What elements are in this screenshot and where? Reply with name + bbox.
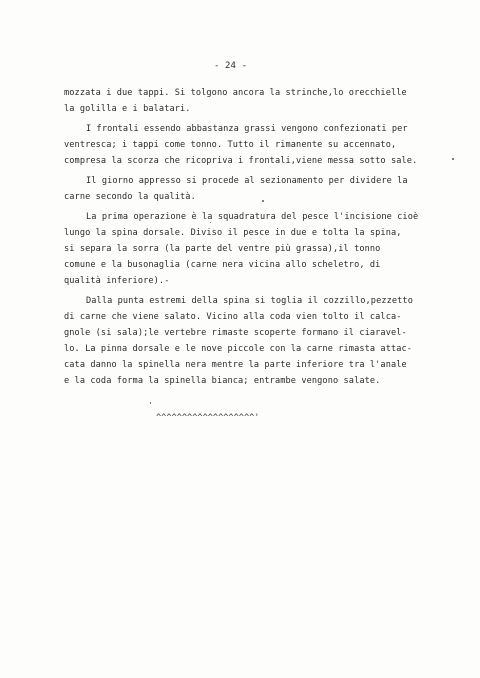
ink-speck	[150, 402, 151, 404]
ink-speck	[262, 200, 264, 202]
closing-rule: ^^^^^^^^^^^^^^^^^^^'	[156, 413, 260, 423]
text-line: qualità inferiore).-	[64, 276, 170, 286]
text-line: lungo la spina dorsale. Diviso il pesce in due e tolta la spina,	[64, 228, 402, 238]
text-line: carne secondo la qualità.	[64, 192, 196, 202]
text-line: I frontali essendo abbastanza grassi vengono confezionati per	[86, 124, 408, 134]
text-line: Il giorno appresso si procede al sezionamento per dividere la	[86, 176, 408, 186]
text-line: comune e la busonaglia (carne nera vicina allo scheletro, di	[64, 260, 381, 270]
text-line: Dalla punta estremi della spina si toglia il cozzillo,pezzetto	[86, 296, 413, 306]
ink-speck	[452, 158, 454, 160]
text-line: gnole (si sala);le vertebre rimaste scoperte formano il ciaravel-	[64, 328, 407, 338]
text-line: si separa la sorra (la parte del ventre più grassa),il tonno	[64, 244, 381, 254]
page-number: - 24 -	[214, 61, 248, 71]
text-line: ventresca; i tappi come tonno. Tutto il rimanente su accennato,	[64, 140, 397, 150]
text-line: di carne che viene salato. Vicino alla coda vien tolto il calca-	[64, 312, 402, 322]
text-line: La prima operazione è la squadratura del pesce l'incisione cioè	[86, 212, 419, 222]
text-line: la golilla e i balatari.	[64, 104, 191, 114]
text-line: cata danno la spinella nera mentre la parte inferiore tra l'anale	[64, 360, 407, 370]
ink-speck	[210, 222, 211, 223]
text-line: e la coda forma la spinella bianca; entrambe vengono salate.	[64, 376, 381, 386]
text-line: compresa la scorza che ricopriva i frontali,viene messa sotto sale.	[64, 156, 418, 166]
text-line: lo. La pinna dorsale e le nove piccole con la carne rimasta attac-	[64, 344, 413, 354]
text-line: mozzata i due tappi. Si tolgono ancora la strinche,lo orecchielle	[64, 88, 407, 98]
